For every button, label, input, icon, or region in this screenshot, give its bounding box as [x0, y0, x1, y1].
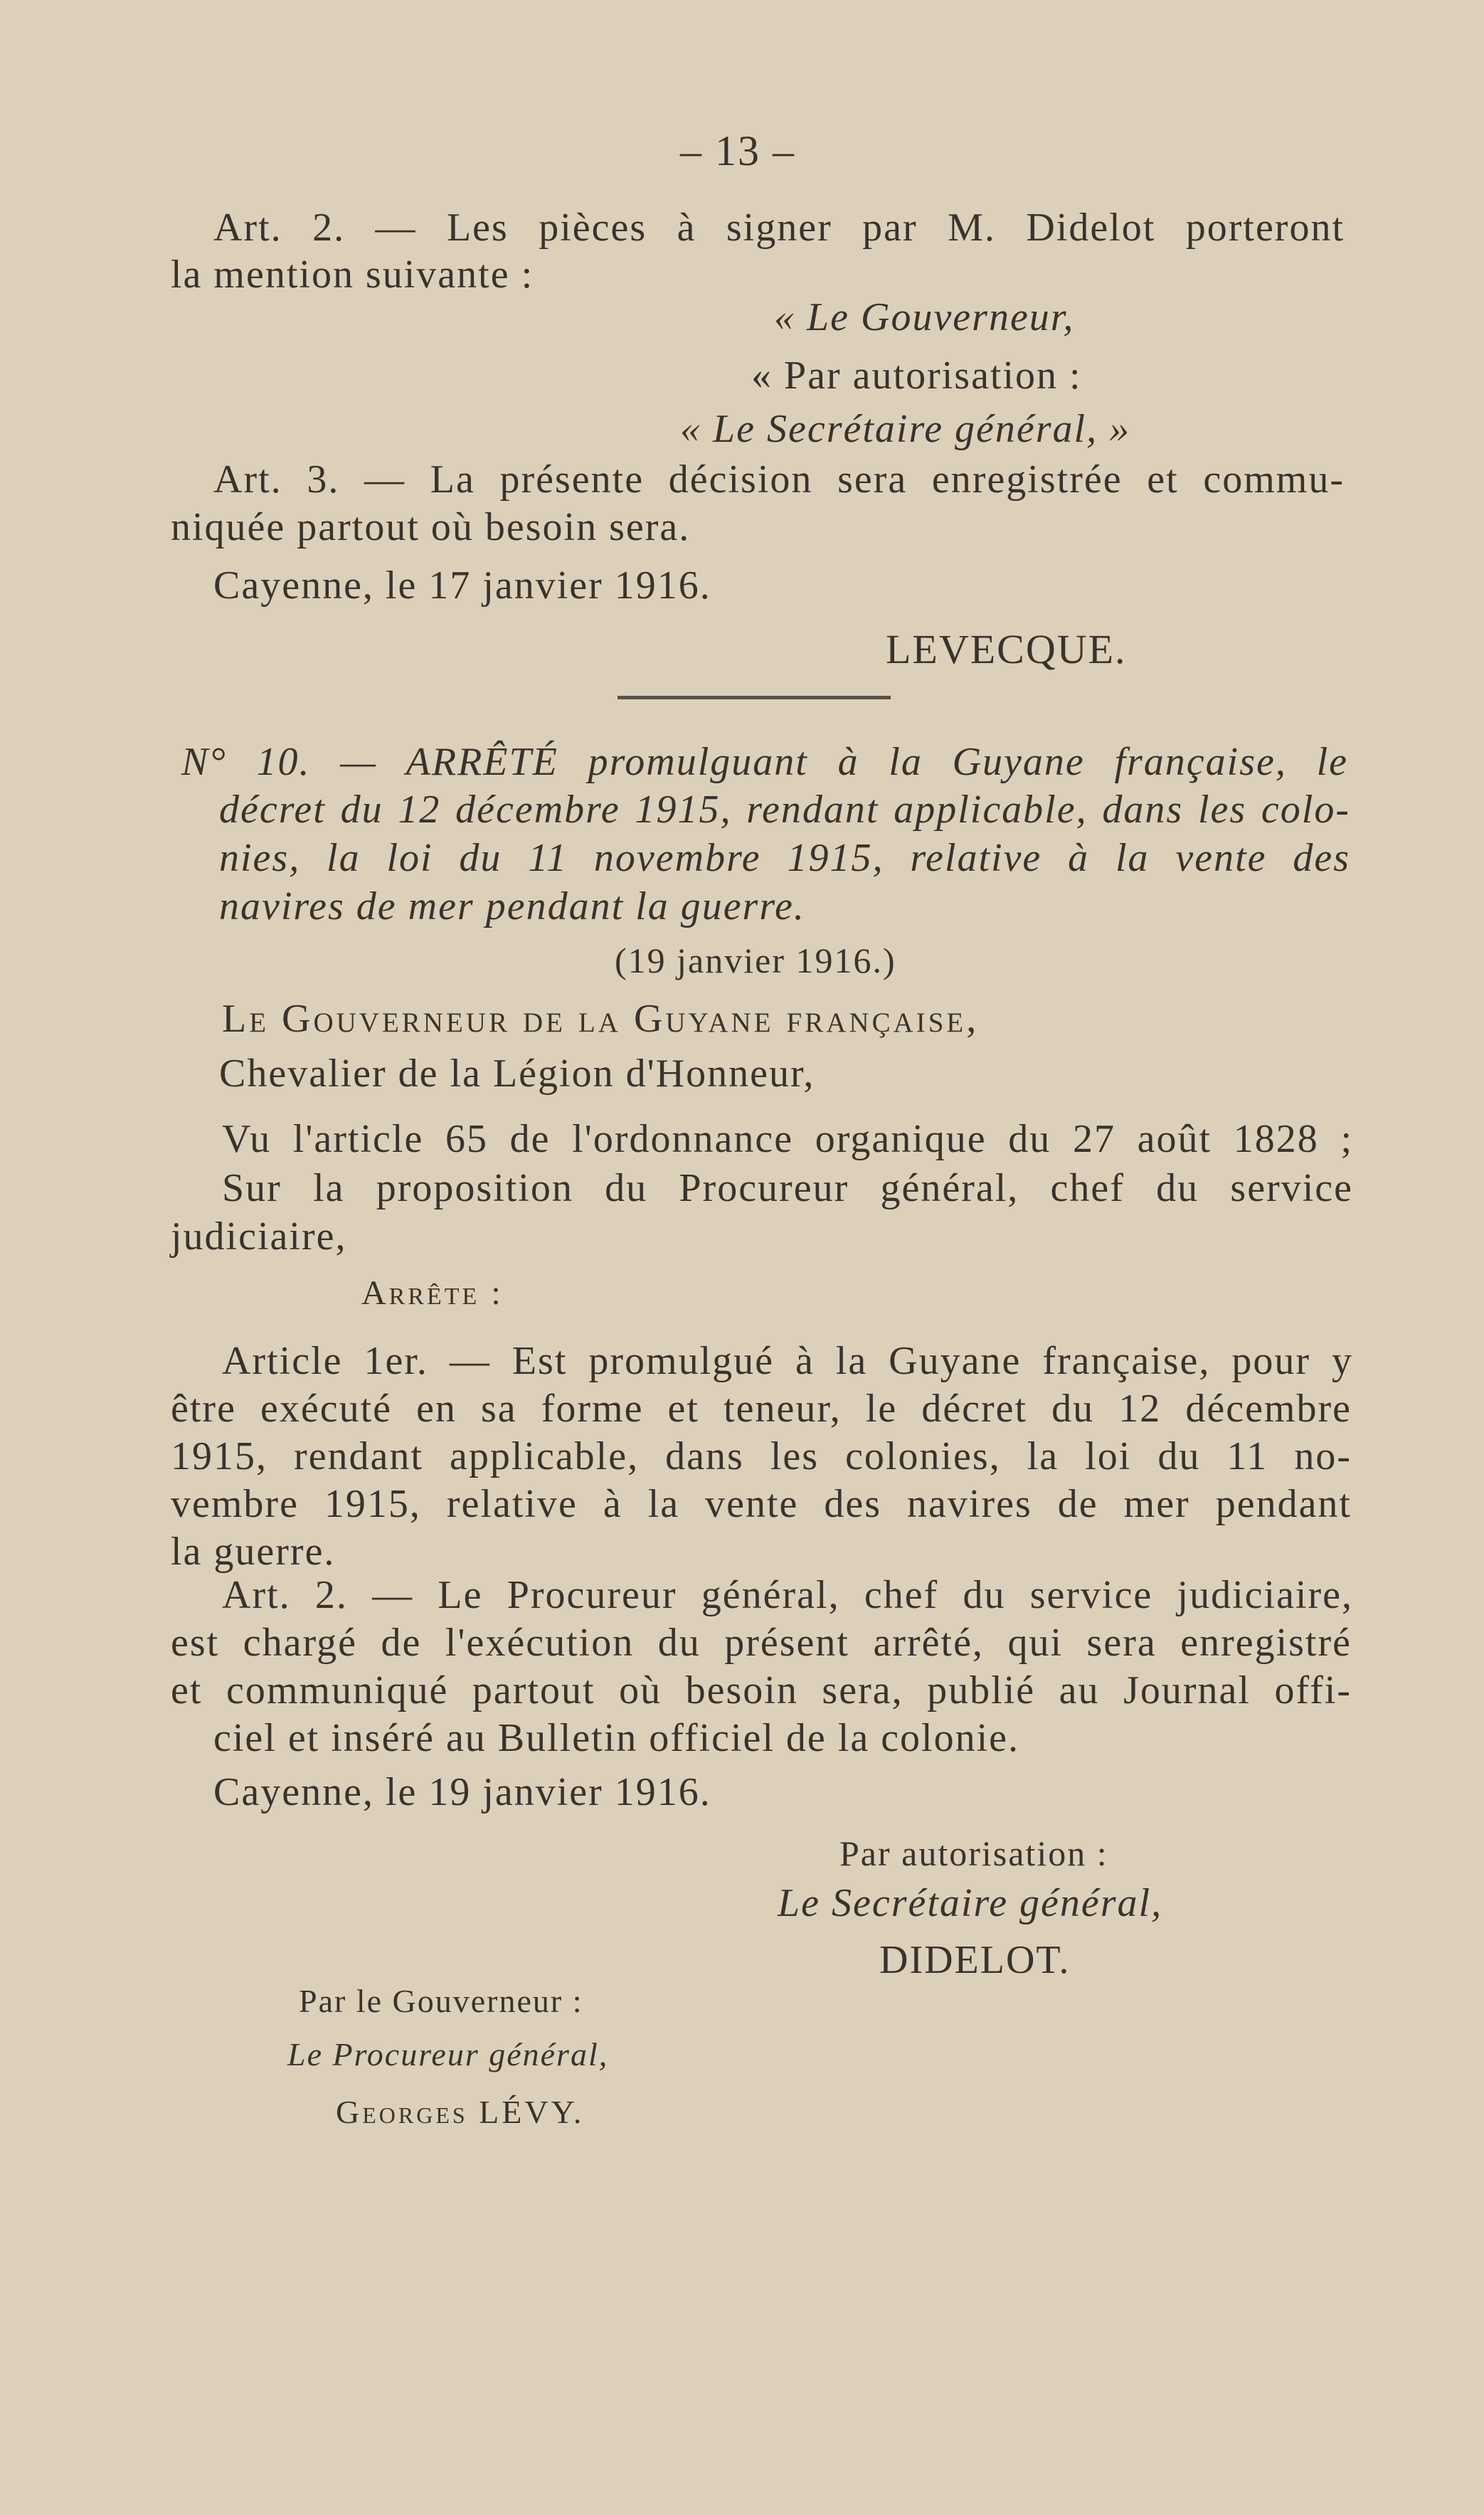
sig-left-levy: Georges LÉVY.: [336, 2094, 585, 2130]
no10-date: (19 janvier 1916.): [615, 941, 896, 980]
sig-right-autorisation: Par autorisation :: [839, 1833, 1108, 1873]
no10-title-line-2: décret du 12 décembre 1915, rendant applicable, dans les colo-: [219, 788, 1350, 832]
vu-article: Vu l'article 65 de l'ordonnance organique du 27 août 1828 ;: [222, 1117, 1353, 1161]
date-cayenne-19: Cayenne, le 19 janvier 1916.: [213, 1770, 711, 1814]
mention-gouverneur: « Le Gouverneur,: [774, 295, 1075, 339]
art3-line-1: Art. 3. — La présente décision sera enregistrée et commu-: [213, 457, 1345, 502]
art1-line-5: la guerre.: [171, 1530, 336, 1574]
date-cayenne-17: Cayenne, le 17 janvier 1916.: [213, 563, 711, 608]
art2b-line-3: et communiqué partout où besoin sera, publié au Journal offi-: [171, 1668, 1352, 1712]
signature-levecque: LEVECQUE.: [886, 626, 1127, 672]
art1-line-1: Article 1er. — Est promulgué à la Guyane française, pour y: [222, 1339, 1353, 1383]
sur-proposition-line-2: judiciaire,: [171, 1214, 347, 1259]
sig-left-par-gouverneur: Par le Gouverneur :: [299, 1983, 583, 2019]
art2b-line-2: est chargé de l'exécution du présent arrêté, qui sera enregistré: [171, 1621, 1352, 1665]
art1-line-3: 1915, rendant applicable, dans les colonies, la loi du 11 no-: [171, 1434, 1352, 1478]
art2b-line-4: ciel et inséré au Bulletin officiel de la colonie.: [213, 1716, 1020, 1760]
sig-right-secretaire: Le Secrétaire général,: [778, 1881, 1163, 1925]
sur-proposition-line-1: Sur la proposition du Procureur général, chef du service: [222, 1166, 1353, 1210]
art2b-line-1: Art. 2. — Le Procureur général, chef du service judiciaire,: [222, 1573, 1353, 1617]
gouverneur-line-2: Chevalier de la Légion d'Honneur,: [219, 1052, 815, 1096]
mention-autorisation: « Par autorisation :: [751, 354, 1082, 398]
art1-line-4: vembre 1915, relative à la vente des navires de mer pendant: [171, 1482, 1352, 1526]
arrete-heading: Arrête :: [361, 1274, 504, 1312]
no10-title-line-4: navires de mer pendant la guerre.: [219, 884, 805, 928]
art2-line-1: Art. 2. — Les pièces à signer par M. Didelot porteront: [213, 206, 1345, 250]
gouverneur-line-1: Le Gouverneur de la Guyane française,: [222, 997, 980, 1041]
art1-line-2: être exécuté en sa forme et teneur, le décret du 12 décembre: [171, 1387, 1352, 1431]
page-number: – 13 –: [680, 127, 795, 174]
no10-title-line-3: nies, la loi du 11 novembre 1915, relative à la vente des: [219, 836, 1350, 880]
art3-line-2: niquée partout où besoin sera.: [171, 505, 691, 549]
art2-line-2: la mention suivante :: [171, 253, 534, 297]
separator-rule: [618, 696, 891, 699]
sig-right-didelot: DIDELOT.: [879, 1938, 1071, 1982]
mention-secretaire: « Le Secrétaire général, »: [680, 407, 1131, 451]
no10-title-line-1: N° 10. — ARRÊTÉ promulguant à la Guyane française, le: [181, 740, 1348, 784]
sig-left-procureur: Le Procureur général,: [287, 2036, 609, 2072]
